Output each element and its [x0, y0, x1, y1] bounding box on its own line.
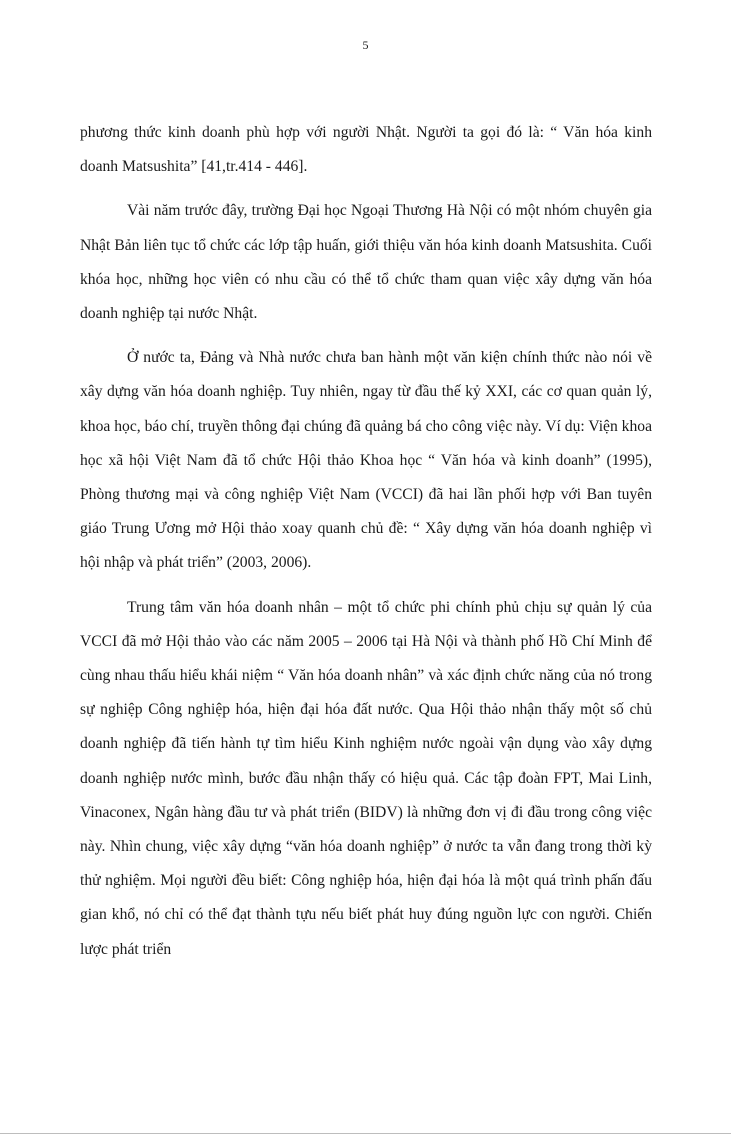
paragraph-3: Ở nước ta, Đảng và Nhà nước chưa ban hành một văn kiện chính thức nào nói về xây dựng văn hóa doanh nghiệp. Tuy nhiên, ngay từ đầu thế kỷ XXI, các cơ quan quản lý, khoa học, báo chí, truyền thông đại chúng đã quảng bá cho công việc này. Ví dụ: Viện khoa học xã hội Việt Nam đã tổ chức Hội thảo Khoa học “ Văn hóa và kinh doanh” (1995), Phòng thương mại và công nghiệp Việt Nam (VCCI) đã hai lần phối hợp với Ban tuyên giáo Trung Ương mở Hội thảo xoay quanh chủ đề: “ Xây dựng văn hóa doanh nghiệp vì hội nhập và phát triển” (2003, 2006). — [80, 349, 652, 572]
document-body — [80, 116, 652, 977]
page-number: 5 — [362, 38, 369, 52]
page-bottom-edge — [0, 1133, 731, 1134]
paragraph-4: Trung tâm văn hóa doanh nhân – một tổ chức phi chính phủ chịu sự quản lý của VCCI đã mở Hội thảo vào các năm 2005 – 2006 tại Hà Nội và thành phố Hồ Chí Minh để cùng nhau thấu hiểu khái niệm “ Văn hóa doanh nhân” và xác định chức năng của nó trong sự nghiệp Công nghiệp hóa, hiện đại hóa đất nước. Qua Hội thảo nhận thấy một số chủ doanh nghiệp đã tiến hành tự tìm hiểu Kinh nghiệm nước ngoài vận dụng vào xây dựng doanh nghiệp nước mình, bước đầu nhận thấy có hiệu quả. Các tập đoàn FPT, Mai Linh, Vinaconex, Ngân hàng đầu tư và phát triển (BIDV) là những đơn vị đi đầu trong công việc này. Nhìn chung, việc xây dựng “văn hóa doanh nghiệp” ở nước ta vẫn đang trong thời kỳ thử nghiệm. Mọi người đều biết: Công nghiệp hóa, hiện đại hóa là một quá trình phấn đấu gian khổ, nó chỉ có thể đạt thành tựu nếu biết phát huy đúng nguồn lực con người. Chiến lược phát triển — [80, 598, 652, 958]
paragraph-2: Vài năm trước đây, trường Đại học Ngoại Thương Hà Nội có một nhóm chuyên gia Nhật Bản liên tục tổ chức các lớp tập huấn, giới thiệu văn hóa kinh doanh Matsushita. Cuối khóa học, những học viên có nhu cầu có thể tổ chức tham quan việc xây dựng văn hóa doanh nghiệp tại nước Nhật. — [80, 202, 652, 323]
paragraph-1: phương thức kinh doanh phù hợp với người Nhật. Người ta gọi đó là: “ Văn hóa kinh doanh Matsushita” [41,tr.414 - 446]. — [80, 124, 652, 176]
